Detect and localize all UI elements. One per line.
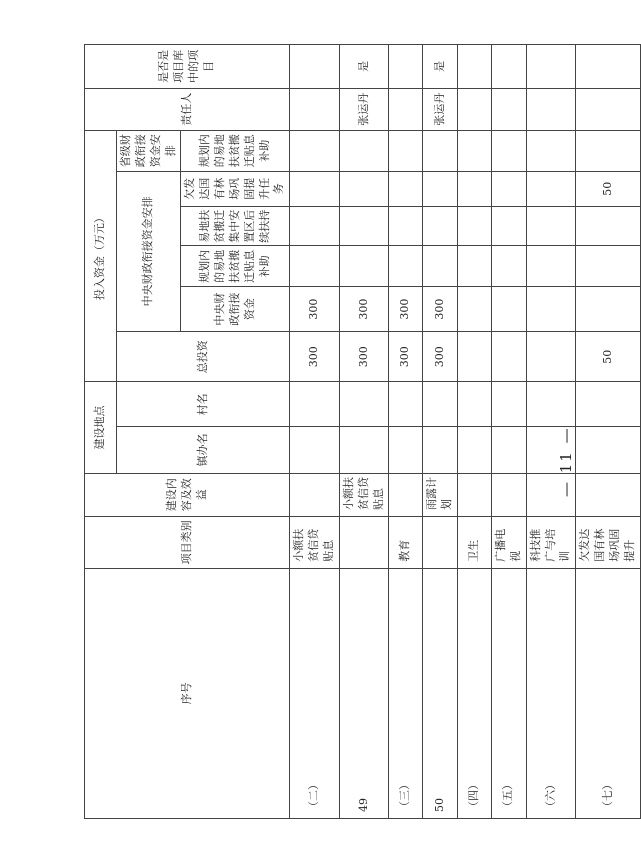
cell-lib [526,45,576,89]
cell-c3 [458,171,492,206]
table-row [423,45,458,819]
hdr-category: 项目类别 [85,517,290,569]
cell-town [492,427,527,473]
cell-category: 小额扶贫信贷贴息 [290,517,340,569]
cell-category: 教育 [389,517,423,569]
hdr-invest: 投入资金（万元） [85,130,117,382]
cell-c2 [389,206,423,245]
cell-c1 [339,246,389,287]
cell-c2 [290,206,340,245]
cell-central_funds: 300 [339,287,389,332]
cell-total: 300 [339,332,389,382]
cell-central_funds [576,287,640,332]
cell-town [423,427,458,473]
hdr-village: 村名 [117,382,290,427]
cell-content [458,473,492,517]
cell-prov [492,130,527,171]
hdr-content: 建设内容及效益 [85,473,290,517]
hdr-central-funds: 中央财政衔接资金 [181,287,290,332]
hdr-central-sub2: 易地扶贫搬迁集中安置区后续扶持 [181,206,290,245]
cell-central_funds [458,287,492,332]
cell-category [423,517,458,569]
cell-c3 [290,171,340,206]
cell-c1 [576,246,640,287]
cell-content: 小额扶贫信贷贴息 [339,473,389,517]
cell-town [458,427,492,473]
cell-c2 [576,206,640,245]
cell-central_funds [492,287,527,332]
cell-central_funds [526,287,576,332]
table-row [290,45,340,819]
cell-category: 欠发达国有林场巩固提升 [576,517,640,569]
cell-resp [492,88,527,130]
cell-central_funds: 300 [423,287,458,332]
hdr-prov-sub: 规划内的易地扶贫搬迁贴息补助 [181,130,290,171]
cell-total: 300 [423,332,458,382]
cell-c1 [526,246,576,287]
cell-c3 [423,171,458,206]
cell-resp [389,88,423,130]
cell-total [458,332,492,382]
cell-resp [576,88,640,130]
cell-lib [492,45,527,89]
cell-village [492,382,527,427]
cell-lib [290,45,340,89]
hdr-total: 总投资 [117,332,290,382]
cell-c3 [492,171,527,206]
hdr-seq: 序号 [85,568,290,818]
hdr-town: 镇办名 [117,427,290,473]
cell-total: 50 [576,332,640,382]
cell-village [526,382,576,427]
cell-seq: （六） [526,568,576,818]
cell-c3 [389,171,423,206]
hdr-responsible: 责任人 [85,88,290,130]
cell-town [389,427,423,473]
cell-prov [389,130,423,171]
cell-total: 300 [389,332,423,382]
cell-seq: （三） [389,568,423,818]
cell-central_funds: 300 [290,287,340,332]
cell-resp [458,88,492,130]
cell-lib: 是 [339,45,389,89]
cell-town [339,427,389,473]
hdr-central-sub1: 规划内的易地扶贫搬迁贴息补助 [181,246,290,287]
cell-town [576,427,640,473]
cell-c2 [423,206,458,245]
cell-c1 [290,246,340,287]
cell-c1 [458,246,492,287]
cell-category: 卫生 [458,517,492,569]
cell-category: 科技推广与培训 [526,517,576,569]
cell-lib [458,45,492,89]
cell-content [492,473,527,517]
cell-c1 [389,246,423,287]
table-row [576,45,640,819]
cell-category: 广播电视 [492,517,527,569]
cell-seq: （七） [576,568,640,818]
cell-resp: 张运丹 [423,88,458,130]
cell-c1 [423,246,458,287]
page-number: — 11 — [557,426,575,497]
cell-village [389,382,423,427]
cell-prov [423,130,458,171]
table-row [339,45,389,819]
cell-category [339,517,389,569]
cell-total [492,332,527,382]
cell-total: 300 [290,332,340,382]
cell-c3 [339,171,389,206]
cell-seq: （四） [458,568,492,818]
cell-c1 [492,246,527,287]
cell-content [290,473,340,517]
cell-total [526,332,576,382]
cell-c2 [339,206,389,245]
hdr-prov: 省级财政衔接资金安排 [117,130,181,171]
cell-lib: 是 [423,45,458,89]
cell-village [423,382,458,427]
cell-content: 雨露计划 [423,473,458,517]
cell-town [290,427,340,473]
cell-c2 [458,206,492,245]
cell-prov [339,130,389,171]
cell-village [458,382,492,427]
cell-lib [576,45,640,89]
cell-resp [526,88,576,130]
cell-seq: （二） [290,568,340,818]
cell-village [290,382,340,427]
table-row [492,45,527,819]
cell-prov [576,130,640,171]
table-row [458,45,492,819]
cell-resp: 张运丹 [339,88,389,130]
cell-seq: 50 [423,568,458,818]
hdr-in-lib: 是否是项目库中的项目 [85,45,290,89]
cell-village [339,382,389,427]
header-row-1 [85,45,117,819]
cell-seq: 49 [339,568,389,818]
cell-prov [458,130,492,171]
hdr-central-sub3: 欠发达国有林场巩固提升任务 [181,171,290,206]
cell-content [389,473,423,517]
cell-resp [290,88,340,130]
cell-central_funds: 300 [389,287,423,332]
table-row [389,45,423,819]
cell-prov [526,130,576,171]
cell-prov [290,130,340,171]
cell-c3 [526,171,576,206]
hdr-central: 中央财政衔接资金安排 [117,171,181,331]
cell-c3: 50 [576,171,640,206]
cell-seq: （五） [492,568,527,818]
cell-lib [389,45,423,89]
cell-c2 [492,206,527,245]
cell-village [576,382,640,427]
cell-content [576,473,640,517]
cell-c2 [526,206,576,245]
hdr-location: 建设地点 [85,382,117,473]
